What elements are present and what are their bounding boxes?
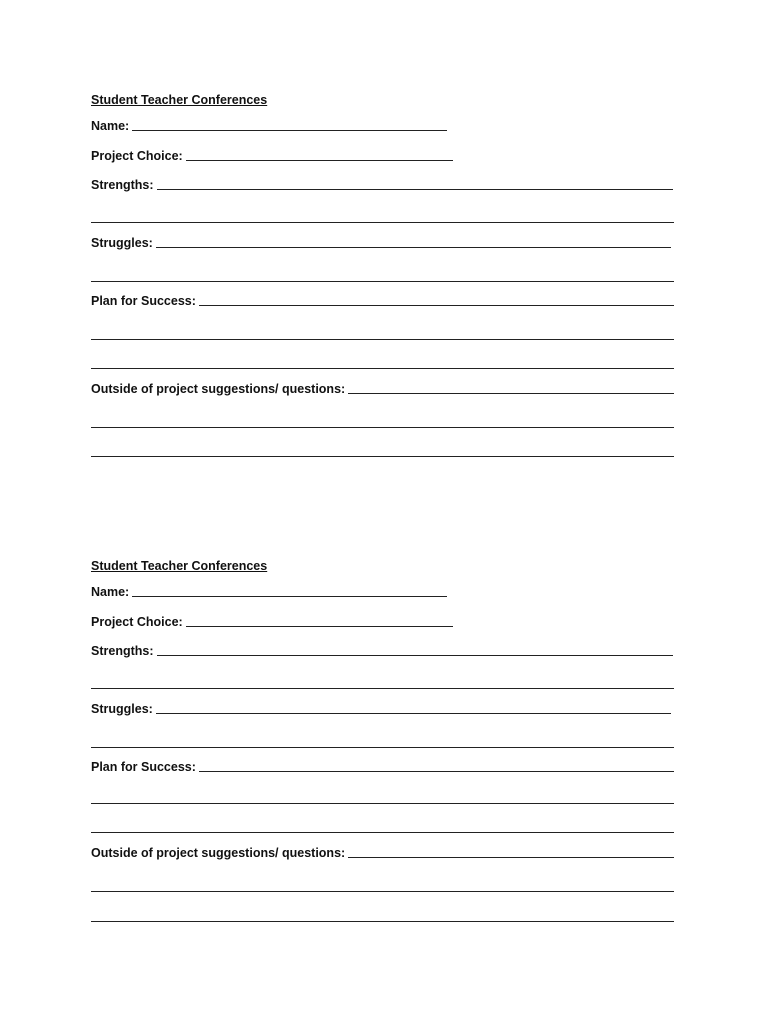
- struggles-extra-line[interactable]: [91, 747, 674, 748]
- name-row: [91, 116, 447, 134]
- plan-row: [91, 291, 674, 309]
- strengths-label: Strengths:: [91, 178, 154, 192]
- plan-extra-line-2[interactable]: [91, 832, 674, 833]
- name-row: [91, 582, 447, 600]
- project-choice-label: Project Choice:: [91, 615, 183, 629]
- plan-extra-line-2[interactable]: [91, 368, 674, 369]
- project-choice-row: [91, 146, 453, 164]
- form-title: Student Teacher Conferences: [91, 93, 268, 107]
- name-label: Name:: [91, 585, 130, 599]
- project-choice-row: [91, 612, 453, 630]
- strengths-line[interactable]: [157, 655, 674, 656]
- outside-extra-line-1[interactable]: [91, 891, 674, 892]
- outside-row: [91, 379, 674, 397]
- strengths-label: Strengths:: [91, 644, 154, 658]
- name-line[interactable]: [132, 130, 447, 131]
- struggles-extra-line[interactable]: [91, 281, 674, 282]
- outside-label: Outside of project suggestions/ questions:: [91, 382, 346, 396]
- struggles-row: [91, 233, 671, 251]
- project-choice-label: Project Choice:: [91, 149, 183, 163]
- plan-extra-line-1[interactable]: [91, 339, 674, 340]
- outside-extra-line-2[interactable]: [91, 456, 674, 457]
- project-choice-line[interactable]: [186, 160, 453, 161]
- outside-line[interactable]: [348, 393, 674, 394]
- outside-row: [91, 843, 674, 861]
- plan-row: [91, 757, 674, 775]
- struggles-label: Struggles:: [91, 702, 153, 716]
- project-choice-line[interactable]: [186, 626, 453, 627]
- outside-label: Outside of project suggestions/ questions:: [91, 846, 346, 860]
- strengths-row: [91, 641, 673, 659]
- plan-line[interactable]: [199, 305, 674, 306]
- struggles-row: [91, 699, 671, 717]
- plan-label: Plan for Success:: [91, 760, 196, 774]
- strengths-extra-line[interactable]: [91, 688, 674, 689]
- strengths-line[interactable]: [157, 189, 674, 190]
- plan-line[interactable]: [199, 771, 674, 772]
- name-line[interactable]: [132, 596, 447, 597]
- plan-label: Plan for Success:: [91, 294, 196, 308]
- strengths-row: [91, 175, 673, 193]
- form-title: Student Teacher Conferences: [91, 559, 268, 573]
- outside-extra-line-1[interactable]: [91, 427, 674, 428]
- strengths-extra-line[interactable]: [91, 222, 674, 223]
- name-label: Name:: [91, 119, 130, 133]
- struggles-label: Struggles:: [91, 236, 153, 250]
- struggles-line[interactable]: [156, 247, 671, 248]
- struggles-line[interactable]: [156, 713, 671, 714]
- plan-extra-line-1[interactable]: [91, 803, 674, 804]
- outside-extra-line-2[interactable]: [91, 921, 674, 922]
- outside-line[interactable]: [348, 857, 674, 858]
